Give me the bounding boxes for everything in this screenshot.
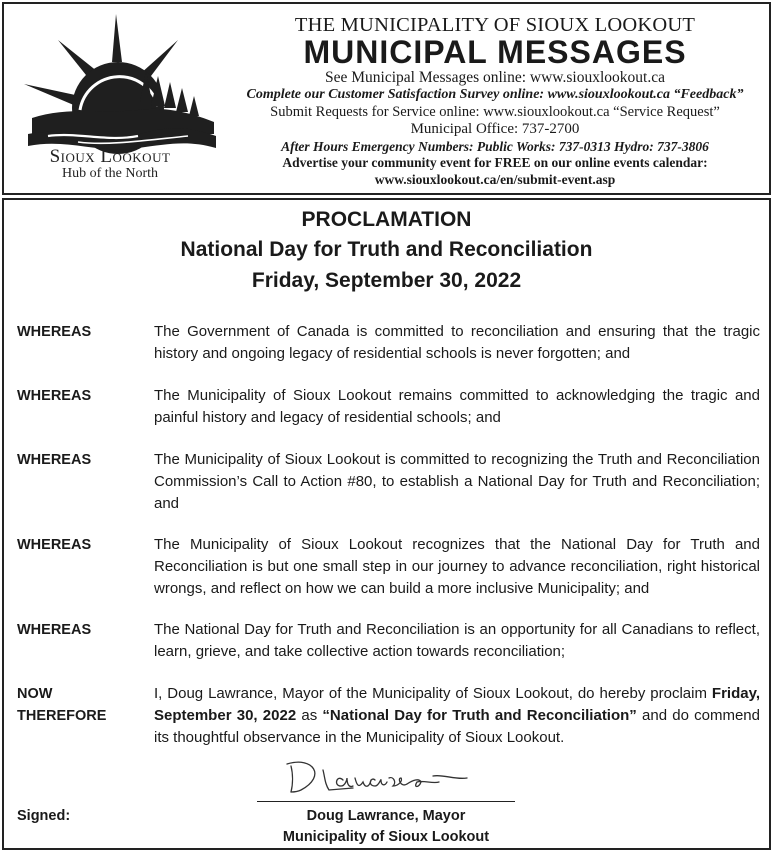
proclamation-heading: PROCLAMATION	[301, 208, 472, 231]
municipality-line: THE MUNICIPALITY OF SIOUX LOOKOUT	[294, 14, 696, 36]
clause-label: WHEREAS	[17, 388, 92, 404]
final-text-start: I, Doug Lawrance, Mayor of the Municipality of Sioux Lookout, do hereby proclaim	[154, 685, 712, 702]
signer-name: Doug Lawrance, Mayor	[306, 808, 466, 824]
signature-line	[257, 801, 515, 802]
final-text-mid: as	[296, 707, 323, 724]
main-title: MUNICIPAL MESSAGES	[303, 34, 687, 70]
office-phone-line: Municipal Office: 737-2700	[410, 121, 580, 137]
emergency-numbers-line: After Hours Emergency Numbers: Public Works: 737-0313 Hydro: 737-3806	[281, 139, 709, 154]
clause-label: WHEREAS	[17, 537, 92, 553]
online-messages-line: See Municipal Messages online: www.siouxlookout.ca	[325, 69, 665, 86]
now-label: NOW	[17, 686, 53, 702]
clause-text: The Municipality of Sioux Lookout remains committed to acknowledging the tragic and painful history and legacy of residential schools; and	[154, 387, 760, 426]
now-therefore-label	[17, 683, 106, 727]
final-clause-text	[154, 683, 760, 749]
clause-text: The Government of Canada is committed to reconciliation and ensuring that the tragic history and ongoing legacy of residential schools is never forgotten; and	[154, 323, 760, 362]
events-url-line: www.siouxlookout.ca/en/submit-event.asp	[374, 172, 616, 187]
clause-text: The Municipality of Sioux Lookout is committed to recognizing the Truth and Reconciliation Commission’s Call to Action #80, to establish a National Day for Truth and Reconciliation; and	[154, 451, 760, 512]
final-bold-title: “National Day for Truth and Reconciliation”	[322, 707, 637, 724]
handwritten-signature	[283, 752, 483, 796]
survey-line: Complete our Customer Satisfaction Survey online: www.siouxlookout.ca “Feedback”	[246, 87, 744, 102]
signer-org: Municipality of Sioux Lookout	[282, 829, 490, 845]
therefore-label: THEREFORE	[17, 708, 107, 724]
events-calendar-line: Advertise your community event for FREE on our online events calendar:	[282, 155, 708, 170]
logo-name: Sioux Lookout	[49, 146, 171, 167]
clause-label: WHEREAS	[17, 622, 92, 638]
clause-text: The National Day for Truth and Reconciliation is an opportunity for all Canadians to reflect, learn, grieve, and take collective action towards reconciliation;	[154, 621, 760, 660]
clause-label: WHEREAS	[17, 324, 92, 340]
service-request-line: Submit Requests for Service online: www.siouxlookout.ca “Service Request”	[270, 104, 720, 120]
final-text-end: and do commend its thoughtful observance in the Municipality of Sioux Lookout.	[154, 707, 760, 746]
proclamation-date: Friday, September 30, 2022	[251, 269, 522, 292]
clause-text: The Municipality of Sioux Lookout recognizes that the National Day for Truth and Reconciliation is but one small step in our journey to advance reconciliation, right historical wrongs, and reflect on how we can build a more inclusive Municipality; and	[154, 536, 760, 597]
final-bold-date: Friday, September 30, 2022	[154, 685, 760, 724]
logo-tagline: Hub of the North	[61, 166, 159, 181]
proclamation-subject: National Day for Truth and Reconciliation	[180, 238, 593, 261]
clause-label: WHEREAS	[17, 452, 92, 468]
signed-label: Signed:	[17, 808, 71, 824]
